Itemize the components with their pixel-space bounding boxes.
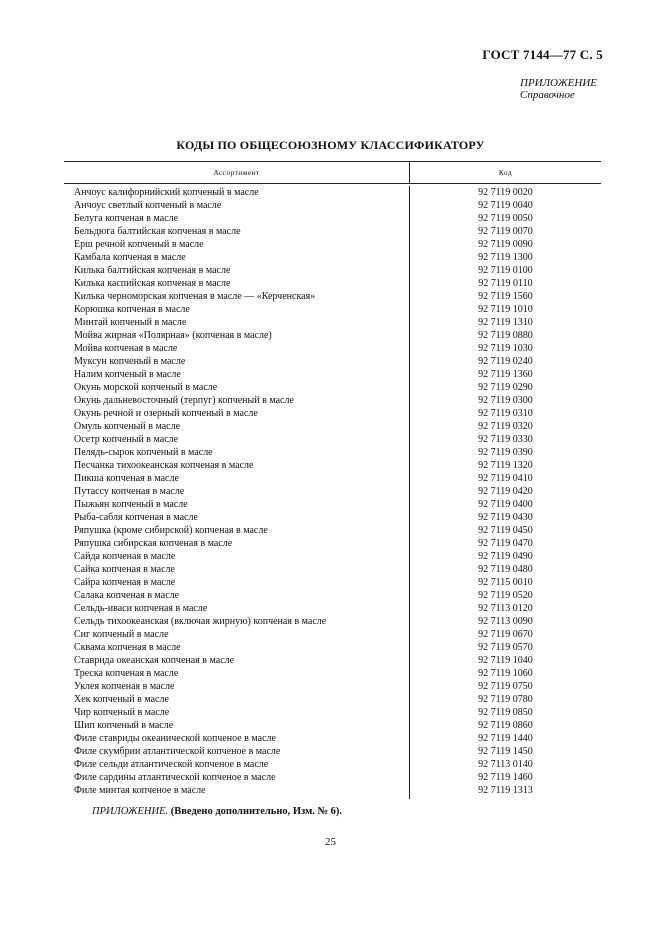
table-row-code: 92 7119 0450 [478, 525, 533, 536]
table-row-name: Филе сельди атлантической копченое в масле [74, 759, 269, 770]
table-row-name: Путассу копченая в масле [74, 486, 185, 497]
table-row-name: Пикша копченая в масле [74, 473, 179, 484]
table-row-name: Бельдюга балтийская копченая в масле [74, 226, 241, 237]
table-row-code: 92 7119 0310 [478, 408, 533, 419]
table-row-code: 92 7119 0090 [478, 239, 533, 250]
table-row-code: 92 7119 1440 [478, 733, 533, 744]
table-row-code: 92 7119 0020 [478, 187, 533, 198]
table-row-name: Анчоус калифорнийский копченый в масле [74, 187, 259, 198]
table-row-name: Шип копченый в масле [74, 720, 174, 731]
table-row-code: 92 7119 1030 [478, 343, 533, 354]
table-row-name: Филе скумбрии атлантической копченое в масле [74, 746, 281, 757]
table-header [64, 162, 601, 184]
table-row-code: 92 7119 0290 [478, 382, 533, 393]
table-row-code: 92 7119 0470 [478, 538, 533, 549]
table-row-name: Песчанка тихоокеанская копченая в масле [74, 460, 254, 471]
table-row-code: 92 7119 0040 [478, 200, 533, 211]
table-row-name: Омуль копченый в масле [74, 421, 181, 432]
footnote-text: (Введено дополнительно, Изм. № 6). [170, 806, 343, 817]
table-row-code: 92 7119 0670 [478, 629, 533, 640]
table-row-code: 92 7119 0300 [478, 395, 533, 406]
table-row-name: Треска копченая в масле [74, 668, 179, 679]
code-column [410, 186, 601, 799]
appendix-title: ПРИЛОЖЕНИЕ [520, 77, 597, 89]
table-row-code: 92 7119 0050 [478, 213, 533, 224]
table-row-name: Филе минтая копченое в масле [74, 785, 206, 796]
table-row-code: 92 7119 0750 [478, 681, 533, 692]
table-row-code: 92 7119 0240 [478, 356, 533, 367]
table-row-code: 92 7119 0400 [478, 499, 533, 510]
table-row-code: 92 7119 1310 [478, 317, 533, 328]
table-row-code: 92 7119 0420 [478, 486, 533, 497]
table-row-code: 92 7119 0330 [478, 434, 533, 445]
table-row-code: 92 7119 1060 [478, 668, 533, 679]
table-row-name: Сельдь тихоокеанская (включая жирную) копченая в масле [74, 616, 327, 627]
table-row-name: Чир копченый в масле [74, 707, 170, 718]
footnote [92, 806, 342, 817]
table-row-code: 92 7119 0570 [478, 642, 533, 653]
table-row-code: 92 7119 0410 [478, 473, 533, 484]
standard-page-header: ГОСТ 7144—77 С. 5 [482, 47, 603, 62]
table-row-code: 92 7119 1320 [478, 460, 533, 471]
table-row-code: 92 7113 0140 [478, 759, 533, 770]
table-row-code: 92 7119 0320 [478, 421, 533, 432]
table-row-name: Ряпушка сибирская копченая в масле [74, 538, 233, 549]
table-row-name: Сайда копченая в масле [74, 551, 176, 562]
table-row-name: Килька каспийская копченая в масле [74, 278, 231, 289]
table-row-name: Камбала копченая в масле [74, 252, 186, 263]
table-row-code: 92 7119 0490 [478, 551, 533, 562]
table-row-name: Сельдь-иваси копченая в масле [74, 603, 208, 614]
table-row-name: Ерш речной копченый в масле [74, 239, 204, 250]
table-row-name: Уклея копченая в масле [74, 681, 175, 692]
table-row-name: Окунь речной и озерный копченый в масле [74, 408, 258, 419]
table-row-code: 92 7119 1040 [478, 655, 533, 666]
table-row-code: 92 7119 0480 [478, 564, 533, 575]
table-row-name: Белуга копченая в масле [74, 213, 179, 224]
table-row-name: Филе сардины атлантической копченое в масле [74, 772, 276, 783]
table-row-name: Ставрида океанская копченая в масле [74, 655, 235, 666]
table-row-name: Сайка копченая в масле [74, 564, 175, 575]
table-row-code: 92 7119 0850 [478, 707, 533, 718]
table-row-name: Корюшка копченая в масле [74, 304, 190, 315]
table-row-code: 92 7119 0430 [478, 512, 533, 523]
table-row-name: Мойва копченая в масле [74, 343, 178, 354]
table-row-code: 92 7113 0090 [478, 616, 533, 627]
appendix-label [520, 77, 597, 101]
page-number: 25 [325, 836, 336, 848]
table-row-name: Минтай копченый в масле [74, 317, 187, 328]
table-row-code: 92 7119 0780 [478, 694, 533, 705]
table-row-name: Налим копченый в масле [74, 369, 181, 380]
table-row-code: 92 7119 0880 [478, 330, 533, 341]
column-header-assortment: Ассортимент [213, 168, 260, 177]
table-row-code: 92 7119 1300 [478, 252, 533, 263]
classifier-table [64, 161, 601, 799]
table-row-name: Пелядь-сырок копченый в масле [74, 447, 213, 458]
table-row-code: 92 7119 1313 [478, 785, 533, 796]
table-row-code: 92 7119 1360 [478, 369, 533, 380]
table-row-name: Килька черноморская копченая в масле — «Керченская» [74, 291, 316, 302]
table-row-code: 92 7119 0520 [478, 590, 533, 601]
column-header-code: Код [409, 162, 601, 183]
table-row-code: 92 7119 1010 [478, 304, 533, 315]
table-row-name: Окунь дальневосточный (терпуг) копченый в масле [74, 395, 294, 406]
table-row-code: 92 7119 1450 [478, 746, 533, 757]
table-row-name: Хек копченый в масле [74, 694, 169, 705]
table-row-code: 92 7119 0100 [478, 265, 533, 276]
table-row-code: 92 7119 1460 [478, 772, 533, 783]
table-row-name: Килька балтийская копченая в масле [74, 265, 231, 276]
table-row-code: 92 7119 0390 [478, 447, 533, 458]
table-row-name: Сквама копченая в масле [74, 642, 181, 653]
table-row-name: Окунь морской копченый в масле [74, 382, 218, 393]
document-title: КОДЫ ПО ОБЩЕСОЮЗНОМУ КЛАССИФИКАТОРУ [176, 138, 485, 152]
table-row-name: Филе ставриды океанической копченое в масле [74, 733, 276, 744]
table-row-code: 92 7119 0860 [478, 720, 533, 731]
table-row-code: 92 7119 0110 [478, 278, 533, 289]
appendix-subtitle: Справочное [520, 89, 575, 101]
table-row-name: Сайра копченая в масле [74, 577, 176, 588]
table-row-code: 92 7119 1560 [478, 291, 533, 302]
table-row-name: Пыжьян копченый в масле [74, 499, 188, 510]
table-row-name: Сиг копченый в масле [74, 629, 169, 640]
table-row-name: Мойва жирная «Полярная» (копченая в масле) [74, 330, 272, 341]
table-row-code: 92 7115 0010 [478, 577, 533, 588]
table-row-name: Осетр копченый в масле [74, 434, 179, 445]
footnote-label: ПРИЛОЖЕНИЕ. [92, 806, 169, 817]
table-row-name: Салака копченая в масле [74, 590, 180, 601]
table-row-name: Рыба-сабля копченая в масле [74, 512, 198, 523]
table-row-code: 92 7119 0070 [478, 226, 533, 237]
assortment-column [64, 186, 410, 799]
table-row-code: 92 7113 0120 [478, 603, 533, 614]
table-row-name: Анчоус светлый копченый в масле [74, 200, 222, 211]
table-body [64, 184, 601, 799]
table-row-name: Муксун копченый в масле [74, 356, 186, 367]
table-row-name: Ряпушка (кроме сибирской) копченая в масле [74, 525, 268, 536]
